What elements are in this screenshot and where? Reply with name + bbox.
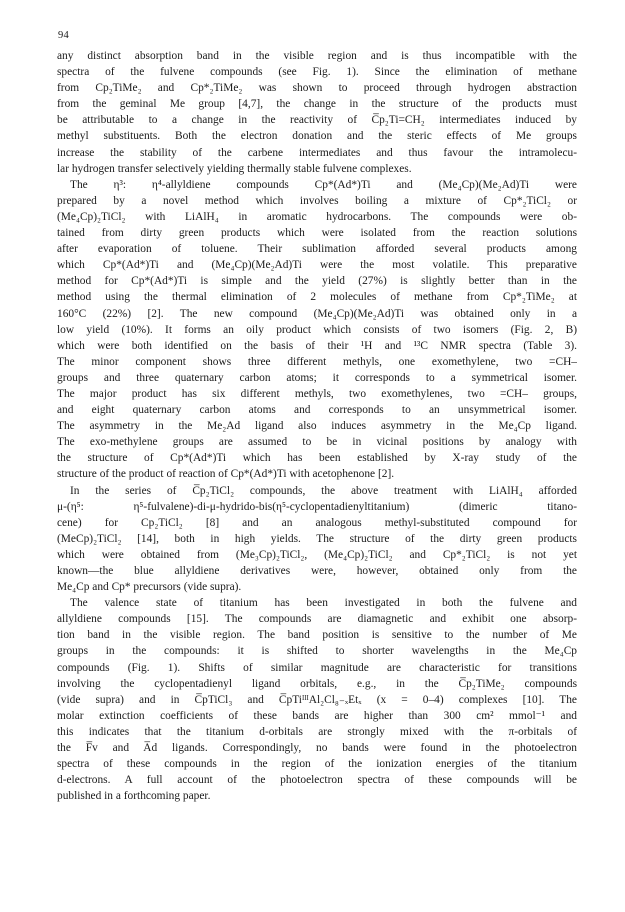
text-line: molar extinction coefficients of these bands are higher than 300 cm² mmol⁻¹ and: [57, 709, 577, 722]
text-line: μ-(η⁵: η⁵-fulvalene)-di-μ-hydrido-bis(η⁵-cyclopentadienyltitanium) (dimeric titano-: [57, 500, 577, 513]
text-line: tion band in the visible region. The band position is sensitive to the number of Me: [57, 629, 577, 642]
text-line: d-electrons. A full account of the photoelectron spectra of these compounds will be: [57, 774, 577, 787]
paragraph: [57, 177, 577, 483]
text-line: tained from dirty green products which were isolated from the reaction solutions: [57, 227, 577, 240]
text-line: prepared by a novel method which involves boiling a mixture of Cp*₂TiCl₂ or: [57, 194, 577, 207]
text-line: 160°C (22%) [2]. The new compound (Me₄Cp)(Me₂Ad)Ti was obtained only in a: [57, 307, 577, 320]
text-line: which were both identified on the basis of their ¹H and ¹³C NMR spectra (Table 3).: [57, 339, 577, 352]
page-number: 94: [58, 30, 69, 41]
text-line: The η³: η⁴-allyldiene compounds Cp*(Ad*)Ti and (Me₄Cp)(Me₂Ad)Ti were: [70, 178, 577, 191]
text-line: which Cp*(Ad*)Ti and (Me₄Cp)(Me₂Ad)Ti were the most volatile. This preparative: [57, 259, 577, 272]
text-line: spectra of these compounds in the region of the ionization energies of the titanium: [57, 758, 577, 771]
text-line: compounds (Fig. 1). Shifts of similar magnitude are characteristic for transitions: [57, 661, 577, 674]
paragraph: [57, 48, 577, 177]
text-line: the structure of Cp*(Ad*)Ti which has been established by X-ray study of the: [57, 452, 577, 465]
text-line: lar hydrogen transfer selectively yielding thermally stable fulvene complexes.: [57, 162, 412, 175]
text-line: and eight quaternary carbon atoms and corresponds to an unsymmetrical isomer.: [57, 404, 577, 417]
text-line: The exo-methylene groups are assumed to be in vicinal positions by analogy with: [57, 436, 577, 449]
text-line: which were obtained from (Me₃Cp)₂TiCl₂, (Me₄Cp)₂TiCl₂ and Cp*₂TiCl₂ is not yet: [57, 548, 577, 561]
text-line: low yield (10%). It forms an oily product which consists of two isomers (Fig. 2, B): [57, 323, 577, 336]
text-line: published in a forthcoming paper.: [57, 790, 211, 803]
text-line: The valence state of titanium has been investigated in both the fulvene and: [70, 597, 577, 610]
text-line: groups and three quaternary carbon atoms; it corresponds to a symmetrical isomer.: [57, 371, 577, 384]
text-line: after evaporation of toluene. Their sublimation afforded several products among: [57, 243, 577, 256]
text-line: The minor component shows three different methyls, one exomethylene, two =CH–: [57, 355, 577, 368]
text-line: known—the blue allyldiene derivatives were, however, obtained only from the: [57, 565, 577, 577]
text-line: spectra of the fulvene compounds (see Fig. 1). Since the elimination of methane: [57, 66, 577, 79]
text-line: The asymmetry in the Me₂Ad ligand also induces asymmetry in the Me₄Cp ligand.: [57, 420, 577, 433]
text-line: structure of the product of reaction of Cp*(Ad*)Ti with acetophenone [2].: [57, 468, 395, 481]
text-line: from Cp₂TiMe₂ and Cp*₂TiMe₂ was shown to proceed through hydrogen abstraction: [57, 82, 577, 95]
text-line: increase the stability of the carbene intermediates and thus favour the intramolecu-: [57, 146, 577, 159]
paragraph: [57, 595, 577, 804]
text-line: The major product has six different methyls, two exomethylenes, two =CH– groups,: [57, 387, 577, 400]
text-line: In the series of C̅p₂TiCl₂ compounds, the above treatment with LiAlH₄ afforded: [70, 484, 577, 497]
text-line: be attributable to a change in the reactivity of C̅p₂Ti=CH₂ intermediates induced by: [57, 114, 577, 127]
text-line: Me₄Cp and Cp* precursors (vide supra).: [57, 581, 242, 594]
text-line: (MeCp)₂TiCl₂ [14], both in high yields. The structure of the dirty green products: [57, 532, 577, 545]
text-line: the F̅v and A̅d ligands. Correspondingly, no bands were found in the photoelectron: [57, 742, 577, 755]
text-line: (vide supra) and in C̅pTiCl₃ and C̅pTiᴵᴵᴵAl₂Cl₈₋ₓEtₓ (x = 0–4) complexes [10]. The: [57, 693, 577, 706]
text-line: groups in the compounds: it is shifted to shorter wavelengths in the Me₄Cp: [57, 645, 577, 658]
text-line: from the geminal Me group [4,7], the change in the structure of the products must: [57, 98, 577, 111]
text-line: this indicates that the titanium d-orbitals are strongly mixed with the π-orbitals of: [57, 725, 577, 738]
text-line: (Me₄Cp)₂TiCl₂ with LiAlH₄ in aromatic hydrocarbons. The compounds were ob-: [57, 210, 577, 223]
text-line: allyldiene compounds [15]. The compounds are diamagnetic and exhibit one absorp-: [57, 613, 577, 626]
text-line: method using the thermal elimination of 2 molecules of methane from Cp*₂TiMe₂ at: [57, 291, 577, 304]
text-line: involving the cyclopentadienyl ligand orbitals, e.g., in the C̅p₂TiMe₂ compounds: [57, 677, 577, 690]
text-line: cene) for Cp₂TiCl₂ [8] and an analogous methyl-substituted compound for: [57, 516, 577, 529]
body-text: [57, 48, 577, 804]
text-line: methyl substituents. Both the electron donation and the steric effects of Me groups: [57, 130, 577, 143]
text-line: any distinct absorption band in the visible region and is thus incompatible with the: [57, 50, 577, 62]
paragraph: [57, 483, 577, 596]
text-line: method for Cp*(Ad*)Ti is simple and the yield (27%) is slightly better than in the: [57, 275, 577, 288]
